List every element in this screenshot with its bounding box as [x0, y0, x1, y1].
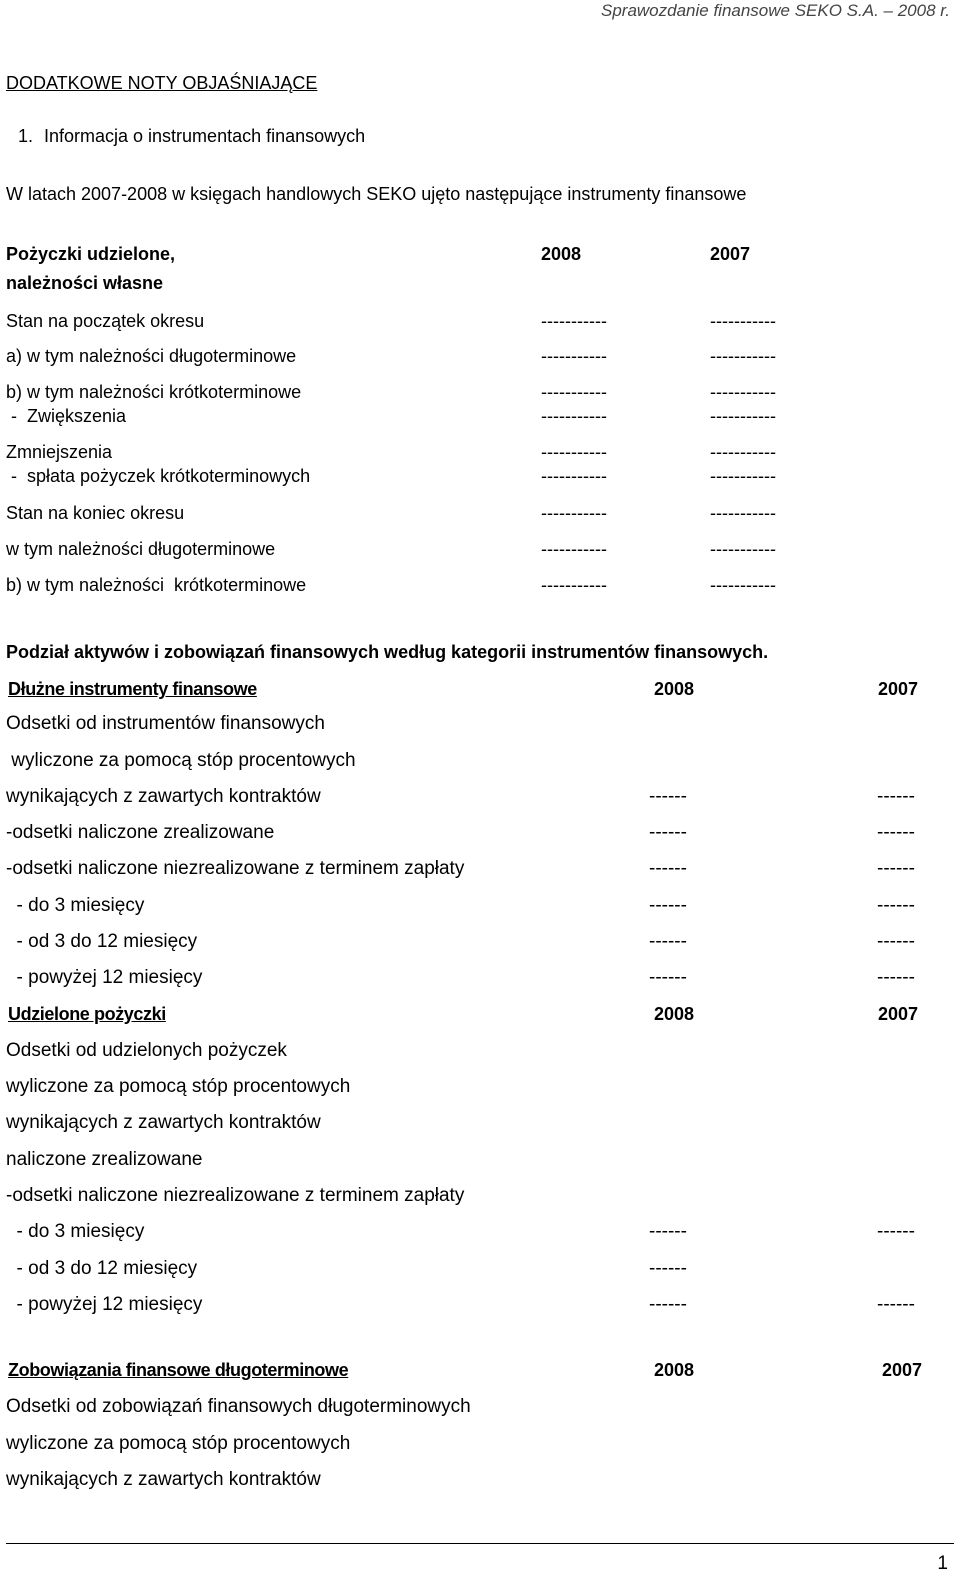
table-row-label: w tym należności długoterminowe	[6, 539, 276, 559]
table-row-label: - powyżej 12 miesięcy	[6, 1294, 203, 1315]
granted-col-2007: 2007	[878, 1004, 919, 1024]
table-cell-2007: -----------	[710, 575, 776, 595]
table-cell-2007: -----------	[710, 503, 776, 523]
table-cell-2007: -----------	[710, 382, 776, 402]
table-cell-2008: -----------	[541, 503, 607, 523]
section-title: DODATKOWE NOTY OBJAŚNIAJĄCE	[6, 73, 318, 93]
loans-col-2007: 2007	[710, 244, 751, 264]
liabilities-title: Zobowiązania finansowe długoterminowe	[8, 1360, 349, 1380]
table-cell-2007: -----------	[710, 346, 776, 366]
table-cell-2008: -----------	[541, 539, 607, 559]
table-cell-2008: -----------	[541, 442, 607, 462]
loans-col-2008: 2008	[541, 244, 582, 264]
debt-col-2007: 2007	[878, 679, 919, 699]
table-cell-2008: ------	[649, 967, 687, 988]
table-row-label: b) w tym należności krótkoterminowe	[6, 575, 307, 595]
debt-instruments-title: Dłużne instrumenty finansowe	[8, 679, 257, 699]
table-cell-2008: ------	[649, 822, 687, 843]
table-cell-2008: -----------	[541, 311, 607, 331]
table-row-label: Stan na początek okresu	[6, 311, 205, 331]
table-cell-2008: ------	[649, 786, 687, 807]
table-cell-2008: ------	[649, 931, 687, 952]
table-cell-2007: ------	[877, 895, 915, 916]
table-cell-2007: ------	[877, 858, 915, 879]
table-cell-2008: -----------	[541, 346, 607, 366]
loans-table-title-2: należności własne	[6, 273, 164, 293]
table-row-label: wyliczone za pomocą stóp procentowych	[6, 750, 356, 771]
table-row-label: - spłata pożyczek krótkoterminowych	[6, 466, 311, 486]
footer-divider	[6, 1543, 954, 1544]
table-cell-2007: ------	[877, 822, 915, 843]
table-row-label: Odsetki od udzielonych pożyczek	[6, 1040, 287, 1061]
page-number: 1	[937, 1553, 948, 1574]
table-cell-2007: ------	[877, 931, 915, 952]
table-row-label: -odsetki naliczone niezrealizowane z terminem zapłaty	[6, 1185, 465, 1206]
table-row-label: Stan na koniec okresu	[6, 503, 185, 523]
table-row-label: - do 3 miesięcy	[6, 1221, 145, 1242]
table-row-label: - od 3 do 12 miesięcy	[6, 1258, 198, 1279]
table-cell-2007: -----------	[710, 539, 776, 559]
table-cell-2007: -----------	[710, 406, 776, 426]
loans-table-title: Pożyczki udzielone,	[6, 244, 176, 264]
debt-col-2008: 2008	[654, 679, 695, 699]
liabilities-col-2008: 2008	[654, 1360, 695, 1380]
table-row-label: naliczone zrealizowane	[6, 1149, 203, 1170]
table-row-label: a) w tym należności długoterminowe	[6, 346, 297, 366]
division-heading: Podział aktywów i zobowiązań finansowych według kategorii instrumentów finansowych.	[6, 642, 769, 662]
granted-col-2008: 2008	[654, 1004, 695, 1024]
table-row-label: wynikających z zawartych kontraktów	[6, 1469, 321, 1490]
table-cell-2008: -----------	[541, 466, 607, 486]
running-header: Sprawozdanie finansowe SEKO S.A. – 2008 r.	[600, 1, 950, 20]
table-row-label: Zmniejszenia	[6, 442, 113, 462]
table-cell-2008: -----------	[541, 382, 607, 402]
table-cell-2008: ------	[649, 1258, 687, 1279]
table-row-label: Odsetki od instrumentów finansowych	[6, 713, 325, 734]
table-row-label: Odsetki od zobowiązań finansowych długoterminowych	[6, 1396, 471, 1417]
table-row-label: - od 3 do 12 miesięcy	[6, 931, 198, 952]
table-row-label: b) w tym należności krótkoterminowe	[6, 382, 302, 402]
table-cell-2007: ------	[877, 1221, 915, 1242]
granted-loans-title: Udzielone pożyczki	[8, 1004, 166, 1024]
table-cell-2007: -----------	[710, 466, 776, 486]
table-cell-2008: ------	[649, 1294, 687, 1315]
table-row-label: - Zwiększenia	[6, 406, 127, 426]
table-cell-2007: -----------	[710, 311, 776, 331]
table-row-label: -odsetki naliczone niezrealizowane z terminem zapłaty	[6, 858, 465, 879]
intro-text: W latach 2007-2008 w księgach handlowych SEKO ujęto następujące instrumenty finansowe	[6, 184, 747, 204]
table-row-label: wynikających z zawartych kontraktów	[6, 1112, 321, 1133]
table-cell-2008: ------	[649, 895, 687, 916]
liabilities-col-2007: 2007	[882, 1360, 923, 1380]
table-row-label: - powyżej 12 miesięcy	[6, 967, 203, 988]
table-row-label: - do 3 miesięcy	[6, 895, 145, 916]
subsection-title: Informacja o instrumentach finansowych	[44, 126, 366, 146]
table-cell-2007: -----------	[710, 442, 776, 462]
table-row-label: wynikających z zawartych kontraktów	[6, 786, 321, 807]
table-cell-2008: -----------	[541, 406, 607, 426]
subsection-number: 1.	[18, 126, 34, 146]
table-cell-2007: ------	[877, 786, 915, 807]
table-cell-2008: -----------	[541, 575, 607, 595]
table-cell-2008: ------	[649, 858, 687, 879]
table-cell-2008: ------	[649, 1221, 687, 1242]
table-cell-2007: ------	[877, 967, 915, 988]
table-row-label: wyliczone za pomocą stóp procentowych	[6, 1433, 351, 1454]
table-cell-2007: ------	[877, 1294, 915, 1315]
table-row-label: -odsetki naliczone zrealizowane	[6, 822, 275, 843]
table-row-label: wyliczone za pomocą stóp procentowych	[6, 1076, 351, 1097]
